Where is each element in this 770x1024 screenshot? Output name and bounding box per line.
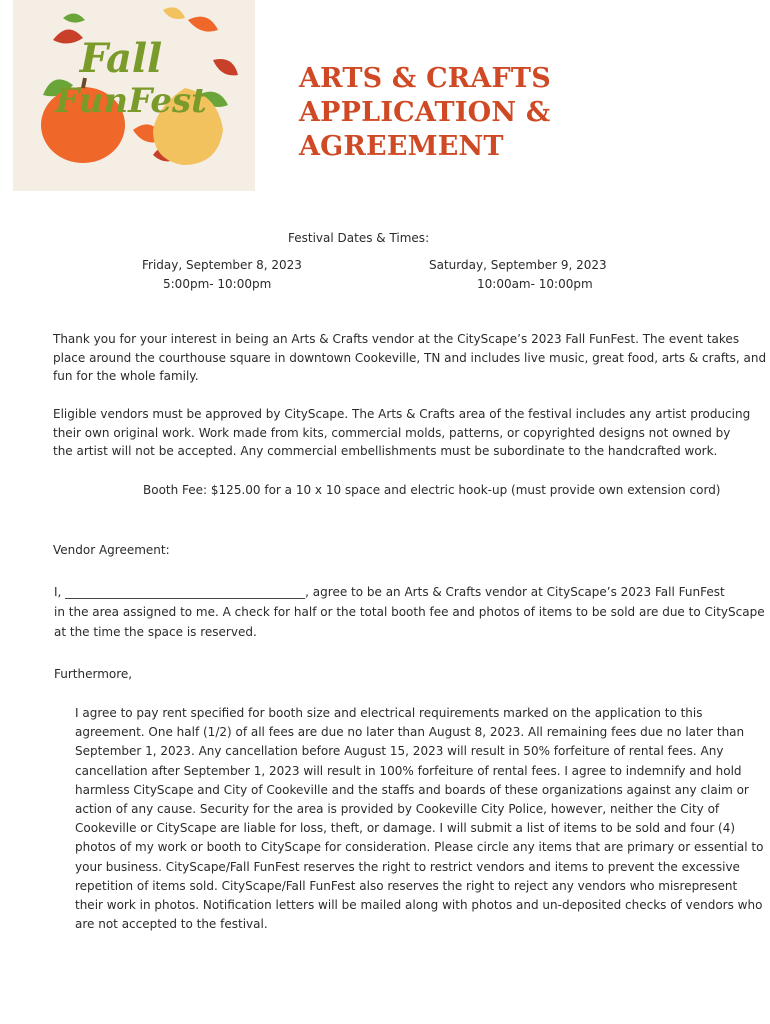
svg-text:Fall: Fall	[79, 35, 163, 82]
agreement-line: I, ________________________________________, agree to be an Arts & Crafts vendor at CityScape’s 2023 Fall FunFest	[54, 585, 725, 599]
terms-line: September 1, 2023. Any cancellation before August 15, 2023 will result in 50% forfeiture of rental fees. Any	[75, 744, 724, 759]
booth-fee: Booth Fee: $125.00 for a 10 x 10 space and electric hook-up (must provide own extension cord)	[143, 483, 721, 497]
saturday-time: 10:00am- 10:00pm	[477, 277, 593, 291]
terms-line: cancellation after September 1, 2023 will result in 100% forfeiture of rental fees. I agree to indemnify and hold	[75, 763, 742, 778]
title-line: AGREEMENT	[299, 131, 504, 162]
terms-line: are not accepted to the festival.	[75, 917, 268, 932]
intro-paragraph	[53, 330, 766, 386]
fall-funfest-logo	[13, 0, 255, 191]
festival-dates-heading: Festival Dates & Times:	[288, 231, 430, 245]
friday-date: Friday, September 8, 2023	[142, 258, 302, 272]
terms-line: agreement. One half (1/2) of all fees are due no later than August 8, 2023. All remaining fees due no later than	[75, 725, 745, 740]
logo-illustration	[13, 0, 255, 191]
eligibility-line: Eligible vendors must be approved by CityScape. The Arts & Crafts area of the festival includes any artist producing	[53, 407, 751, 421]
intro-line: Thank you for your interest in being an Arts & Crafts vendor at the CityScape’s 2023 Fall FunFest. The event takes	[53, 332, 740, 346]
terms-line: Cookeville or CityScape are liable for loss, theft, or damage. I will submit a list of items to be sold and four (4)	[75, 821, 736, 836]
document-title	[299, 62, 719, 164]
terms-line: I agree to pay rent specified for booth size and electrical requirements marked on the application to this	[75, 706, 703, 720]
terms-line: repetition of items sold. CityScape/Fall FunFest also reserves the right to reject any vendors who misrepresent	[75, 878, 738, 893]
eligibility-paragraph	[53, 405, 750, 461]
svg-text:FunFest: FunFest	[55, 81, 207, 121]
title-line: APPLICATION &	[299, 97, 551, 128]
terms-line: harmless CityScape and City of Cookeville and the staffs and boards of these organizations against any claim or	[75, 782, 749, 797]
vendor-agreement-heading: Vendor Agreement:	[53, 543, 170, 557]
terms-paragraph	[75, 704, 763, 934]
terms-line: their work in photos. Notification letters will be mailed along with photos and un-deposited checks of vendors who	[75, 898, 763, 913]
furthermore-text: Furthermore,	[54, 667, 133, 681]
agreement-line: in the area assigned to me. A check for half or the total booth fee and photos of items to be sold are due to CityScape	[54, 605, 765, 619]
title-line: ARTS & CRAFTS	[299, 63, 551, 94]
agreement-line: at the time the space is reserved.	[54, 625, 257, 639]
agreement-paragraph	[54, 582, 765, 642]
intro-line: place around the courthouse square in downtown Cookeville, TN and includes live music, great food, arts & crafts, and	[53, 350, 767, 365]
eligibility-line: their own original work. Work made from kits, commercial molds, patterns, or copyrighted designs not owned by	[53, 425, 731, 440]
intro-line: fun for the whole family.	[53, 369, 199, 383]
terms-line: photos of my work or booth to CityScape for consideration. Please circle any items that are primary or essential to	[75, 840, 764, 855]
saturday-date: Saturday, September 9, 2023	[429, 258, 607, 272]
friday-time: 5:00pm- 10:00pm	[163, 277, 272, 291]
terms-line: action of any cause. Security for the area is provided by Cookeville City Police, however, neither the City of	[75, 802, 720, 817]
eligibility-line: the artist will not be accepted. Any commercial embellishments must be subordinate to the handcrafted work.	[53, 444, 718, 458]
terms-line: your business. CityScape/Fall FunFest reserves the right to restrict vendors and items to prevent the excessive	[75, 859, 740, 874]
